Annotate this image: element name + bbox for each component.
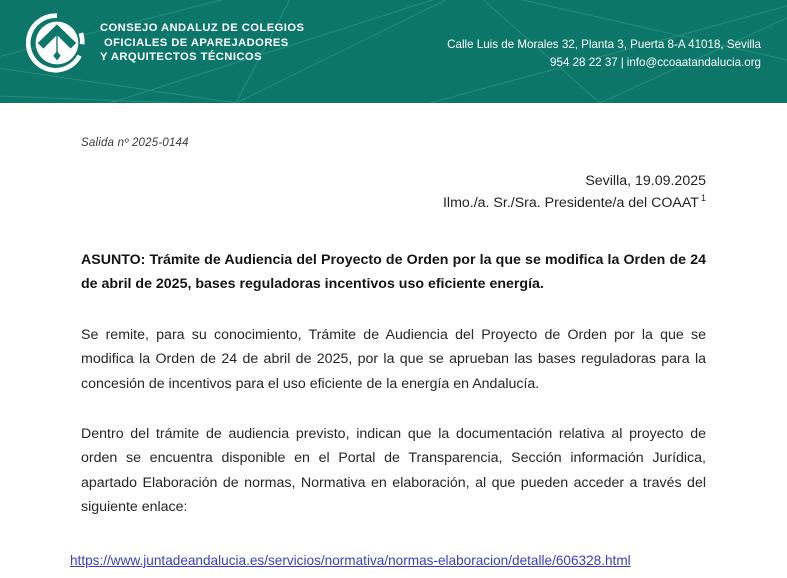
contact-phone-email: [447, 54, 761, 72]
body-paragraph-1: Se remite, para su conocimiento, Trámite de Audiencia del Proyecto de Orden por la que se modifica la Orden de 24 de abril de 2025, por la que se aprueban las bases reguladoras para la concesión de incentivos para el uso eficiente de la energía en Andalucía.: [81, 326, 706, 392]
header-contact-block: [447, 36, 761, 72]
place-and-date: Sevilla, 19.09.2025: [585, 173, 706, 189]
brand-line-3: Y ARQUITECTOS TÉCNICOS: [100, 51, 262, 64]
recipient-text: Ilmo./a. Sr./Sra. Presidente/a del COAAT: [442, 195, 699, 211]
contact-phone: 954 28 22 37: [550, 55, 618, 69]
body-paragraph-2: Dentro del trámite de audiencia previsto, indican que la documentación relativa al proyecto de orden se encuentra disponible en el Portal de Transparencia, Sección información Jurídica, apartado Elaboración de normas, Normativa en elaboración, al que pueden acceder a través del siguiente enlace:: [81, 425, 706, 516]
link-paragraph: [70, 550, 706, 572]
contact-address: Calle Luis de Morales 32, Planta 3, Puerta 8-A 41018, Sevilla: [447, 38, 761, 51]
contact-separator: |: [620, 55, 624, 69]
brand-line-2: OFICIALES DE APAREJADORES: [104, 36, 289, 49]
recipient-line: [81, 192, 706, 214]
recipient-footnote-marker: 1: [700, 193, 706, 204]
document-header: [0, 0, 787, 103]
brand-block: [26, 12, 304, 74]
normativa-detail-link[interactable]: https://www.juntadeandalucia.es/servicios/normativa/normas-elaboracion/detalle/606328.html: [70, 552, 631, 568]
document-body: [0, 137, 787, 571]
brand-name: [100, 21, 304, 65]
subject-line: ASUNTO: Trámite de Audiencia del Proyecto de Orden por la que se modifica la Orden de 24 de abril de 2025, bases reguladoras incentivos uso eficiente energía.: [81, 252, 706, 292]
contact-email: info@ccoaatandalucia.org: [626, 55, 761, 69]
brand-line-1: CONSEJO ANDALUZ DE COLEGIOS: [100, 21, 305, 34]
outgoing-reference: Salida nº 2025-0144: [81, 137, 189, 149]
place-date-recipient-block: [81, 170, 706, 214]
coaat-emblem-icon: [26, 12, 88, 74]
